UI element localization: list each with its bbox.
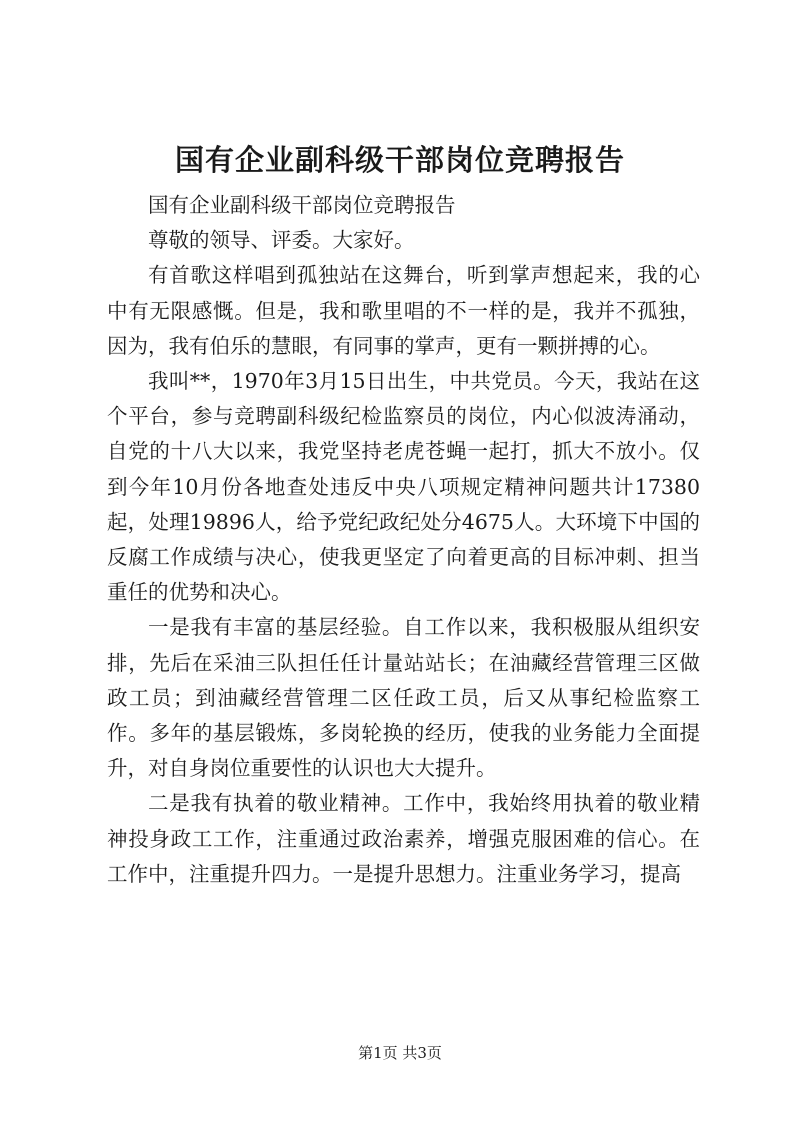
- paragraph-intro: 有首歌这样唱到孤独站在这舞台，听到掌声想起来，我的心中有无限感慨。但是，我和歌里唱的不一样的是，我并不孤独，因为，我有伯乐的慧眼，有同事的掌声，更有一颗拼搏的心。: [107, 263, 700, 358]
- paragraph-greeting: 尊敬的领导、评委。大家好。: [148, 228, 415, 253]
- document-body: [107, 188, 700, 892]
- document-title: 国有企业副科级干部岗位竞聘报告: [174, 143, 625, 177]
- paragraph-self-introduction: 我叫**，1970年3月15日出生，中共党员。今天，我站在这个平台，参与竞聘副科级纪检监察员的岗位，内心似波涛涌动，自党的十八大以来，我党坚持老虎苍蝇一起打，抓大不放小。仅到今年10月份各地查处违反中央八项规定精神问题共计17380起，处理19896人，给予党纪政纪处分4675人。大环境下中国的反腐工作成绩与决心，使我更坚定了向着更高的目标冲刺、担当重任的优势和决心。: [107, 369, 700, 605]
- paragraph-subtitle: 国有企业副科级干部岗位竞聘报告: [148, 193, 456, 217]
- paragraph-point-two: 二是我有执着的敬业精神。工作中，我始终用执着的敬业精神投身政工工作，注重通过政治素养，增强克服困难的信心。在工作中，注重提升四力。一是提升思想力。注重业务学习，提高: [107, 791, 700, 886]
- page-number-footer: 第1页 共3页: [358, 1044, 442, 1062]
- paragraph-point-one: 一是我有丰富的基层经验。自工作以来，我积极服从组织安排，先后在采油三队担任任计量站站长；在油藏经营管理三区做政工员；到油藏经营管理二区任政工员，后又从事纪检监察工作。多年的基层锻炼，多岗轮换的经历，使我的业务能力全面提升，对自身岗位重要性的认识也大大提升。: [107, 615, 700, 781]
